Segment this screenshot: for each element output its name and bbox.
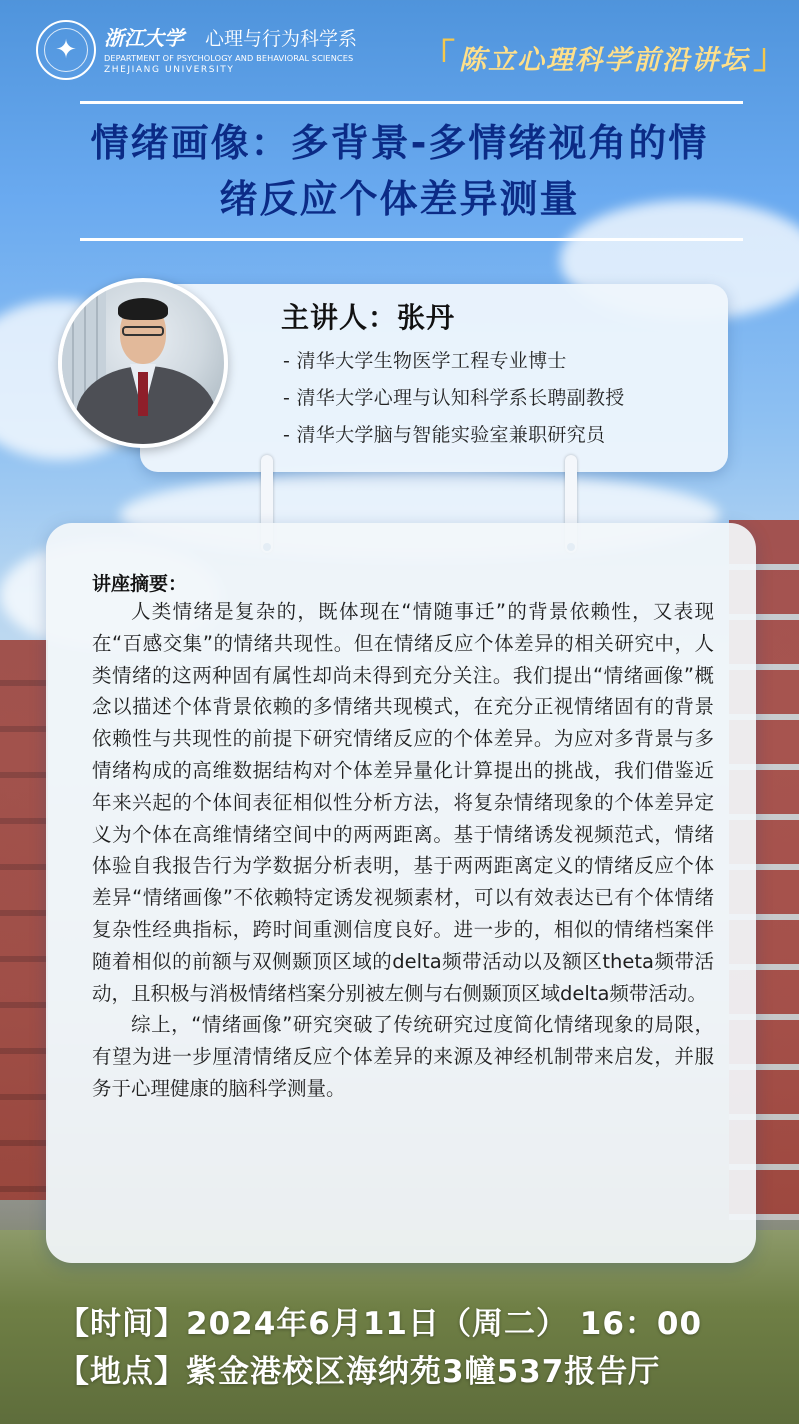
speaker-photo xyxy=(58,278,228,448)
department-name-cn: 心理与行为科学系 xyxy=(205,28,358,50)
event-place: 【地点】紫金港校区海纳苑3幢537报告厅 xyxy=(58,1354,661,1390)
building-left xyxy=(0,640,48,1200)
department-name-en: DEPARTMENT OF PSYCHOLOGY AND BEHAVIORAL SCIENCES xyxy=(104,53,354,63)
bracket-close-icon: 」 xyxy=(753,37,787,77)
forum-title xyxy=(418,34,790,80)
bracket-open-icon: 「 xyxy=(421,37,455,77)
speaker-bio-item: - 清华大学心理与认知科学系长聘副教授 xyxy=(283,387,625,409)
forum-name: 陈立心理科学前沿讲坛 xyxy=(459,44,749,76)
university-name-en: ZHEJIANG UNIVERSITY xyxy=(104,65,235,75)
speaker-bio-item: - 清华大学生物医学工程专业博士 xyxy=(283,350,567,372)
divider-top xyxy=(80,101,743,104)
abstract-body xyxy=(92,596,714,1105)
abstract-paragraph: 综上，“情绪画像”研究突破了传统研究过度简化情绪现象的局限，有望为进一步厘清情绪反应个体差异的来源及神经机制带来启发，并服务于心理健康的脑科学测量。 xyxy=(92,1013,714,1100)
abstract-paragraph: 人类情绪是复杂的，既体现在“情随事迁”的背景依赖性，又表现在“百感交集”的情绪共现性。但在情绪反应个体差异的相关研究中，人类情绪的这两种固有属性却尚未得到充分关注。我们提出“情绪画像”概念以描述个体背景依赖的多情绪共现模式，在充分正视情绪固有的背景依赖性与共现性的前提下研究情绪反应的个体差异。为应对多背景与多情绪构成的高维数据结构对个体差异量化计算提出的挑战，我们借鉴近年来兴起的个体间表征相似性分析方法，将复杂情绪现象的个体差异定义为个体在高维情绪空间中的两两距离。基于情绪诱发视频范式，情绪体验自我报告行为学数据分析表明，基于两两距离定义的情绪反应个体差异“情绪画像”不依赖特定诱发视频素材，可以有效表达已有个体情绪复杂性经典指标，跨时间重测信度良好。进一步的，相似的情绪档案伴随着相似的前额与双侧颞顶区域的delta频带活动以及额区theta频带活动，且积极与消极情绪档案分别被左侧与右侧颞顶区域delta频带活动。 xyxy=(92,600,714,1005)
lecture-title-line-2: 绪反应个体差异测量 xyxy=(219,177,580,221)
event-time: 【时间】2024年6月11日（周二） 16：00 xyxy=(58,1306,703,1342)
header xyxy=(0,0,799,100)
speaker-bio-item: - 清华大学脑与智能实验室兼职研究员 xyxy=(283,424,606,446)
abstract-heading: 讲座摘要： xyxy=(92,573,188,595)
divider-bottom xyxy=(80,238,743,241)
lecture-title-line-1: 情绪画像：多背景-多情绪视角的情 xyxy=(90,121,709,165)
university-name-cn: 浙江大学 xyxy=(104,26,184,50)
speaker-name: 主讲人：张丹 xyxy=(281,301,456,334)
university-seal-icon: ✦ xyxy=(36,20,96,80)
